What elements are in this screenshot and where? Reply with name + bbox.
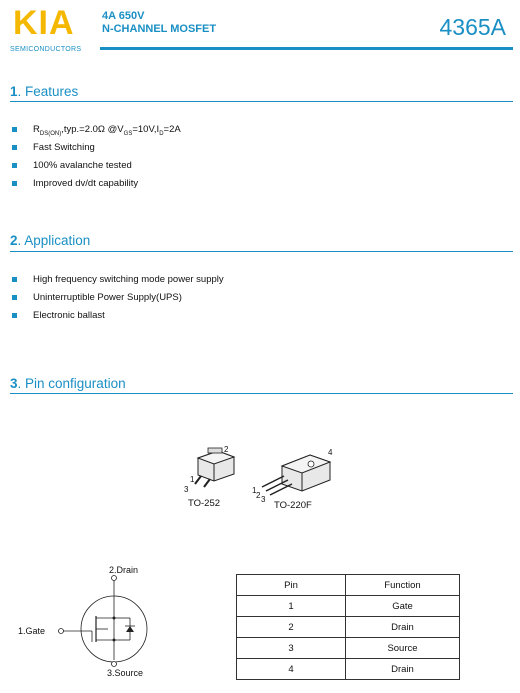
- bullet-icon: [12, 127, 17, 132]
- table-cell: Gate: [346, 596, 460, 617]
- section-label: . Application: [17, 233, 91, 248]
- section-number: 3: [10, 376, 18, 391]
- list-item: Electronic ballast: [12, 310, 224, 328]
- part-number: 4365A: [439, 14, 506, 40]
- table-row: [237, 638, 460, 659]
- brand-logo: KIA: [13, 4, 75, 42]
- section-label: . Pin configuration: [17, 376, 126, 391]
- section-divider: [10, 101, 513, 102]
- svg-text:1: 1: [252, 486, 257, 495]
- list-item: Uninterruptible Power Supply(UPS): [12, 292, 224, 310]
- package-drawings: [170, 440, 350, 520]
- list-item: $R_{DS(ON)},typ.=2.0\Omega$ $@V_{GS}=10V,I_D=2A$: [12, 124, 181, 142]
- svg-text:1: 1: [190, 475, 195, 484]
- table-header: Pin: [237, 575, 346, 596]
- table-row: [237, 659, 460, 680]
- spec-summary: [102, 10, 216, 36]
- section-number: 2: [10, 233, 18, 248]
- mosfet-symbol-icon: [14, 562, 184, 682]
- features-list: [12, 124, 181, 196]
- table-cell: Drain: [346, 617, 460, 638]
- header-divider: [100, 47, 513, 50]
- bullet-icon: [12, 181, 17, 186]
- svg-text:3: 3: [184, 485, 189, 494]
- list-item: 100% avalanche tested: [12, 160, 181, 178]
- package-name: TO-252: [188, 498, 221, 509]
- table-header: Function: [346, 575, 460, 596]
- brand-subtitle: SEMICONDUCTORS: [10, 46, 82, 53]
- bullet-icon: [12, 145, 17, 150]
- svg-text:2: 2: [256, 491, 261, 500]
- section-number: 1: [10, 84, 18, 99]
- bullet-icon: [12, 295, 17, 300]
- application-list: [12, 274, 224, 328]
- section-title-application: [10, 233, 90, 248]
- svg-text:3: 3: [261, 495, 266, 504]
- table-cell: Source: [346, 638, 460, 659]
- pin-function-table: [236, 574, 460, 680]
- table-cell: 4: [237, 659, 346, 680]
- table-cell: 2: [237, 617, 346, 638]
- spec-rating: 4A 650V: [102, 10, 145, 22]
- section-title-features: [10, 84, 78, 99]
- section-divider: [10, 251, 513, 252]
- table-cell: 3: [237, 638, 346, 659]
- table-cell: Drain: [346, 659, 460, 680]
- section-label: . Features: [17, 84, 79, 99]
- bullet-icon: [12, 313, 17, 318]
- svg-text:2: 2: [224, 445, 229, 454]
- svg-text:4: 4: [328, 448, 333, 457]
- source-label: 3.Source: [107, 668, 144, 678]
- section-divider: [10, 393, 513, 394]
- table-row: [237, 596, 460, 617]
- list-item: Improved dv/dt capability: [12, 178, 181, 196]
- table-cell: 1: [237, 596, 346, 617]
- drain-label: 2.Drain: [109, 565, 139, 575]
- spec-type: N-CHANNEL MOSFET: [102, 23, 217, 35]
- list-item: High frequency switching mode power supply: [12, 274, 224, 292]
- to252-package-icon: [184, 445, 234, 509]
- section-title-pin-config: [10, 376, 126, 391]
- list-item: Fast Switching: [12, 142, 181, 160]
- bullet-icon: [12, 277, 17, 282]
- package-name: TO-220F: [274, 500, 312, 511]
- table-header-row: [237, 575, 460, 596]
- table-row: [237, 617, 460, 638]
- to220f-package-icon: [252, 448, 333, 511]
- bullet-icon: [12, 163, 17, 168]
- gate-label: 1.Gate: [18, 626, 46, 636]
